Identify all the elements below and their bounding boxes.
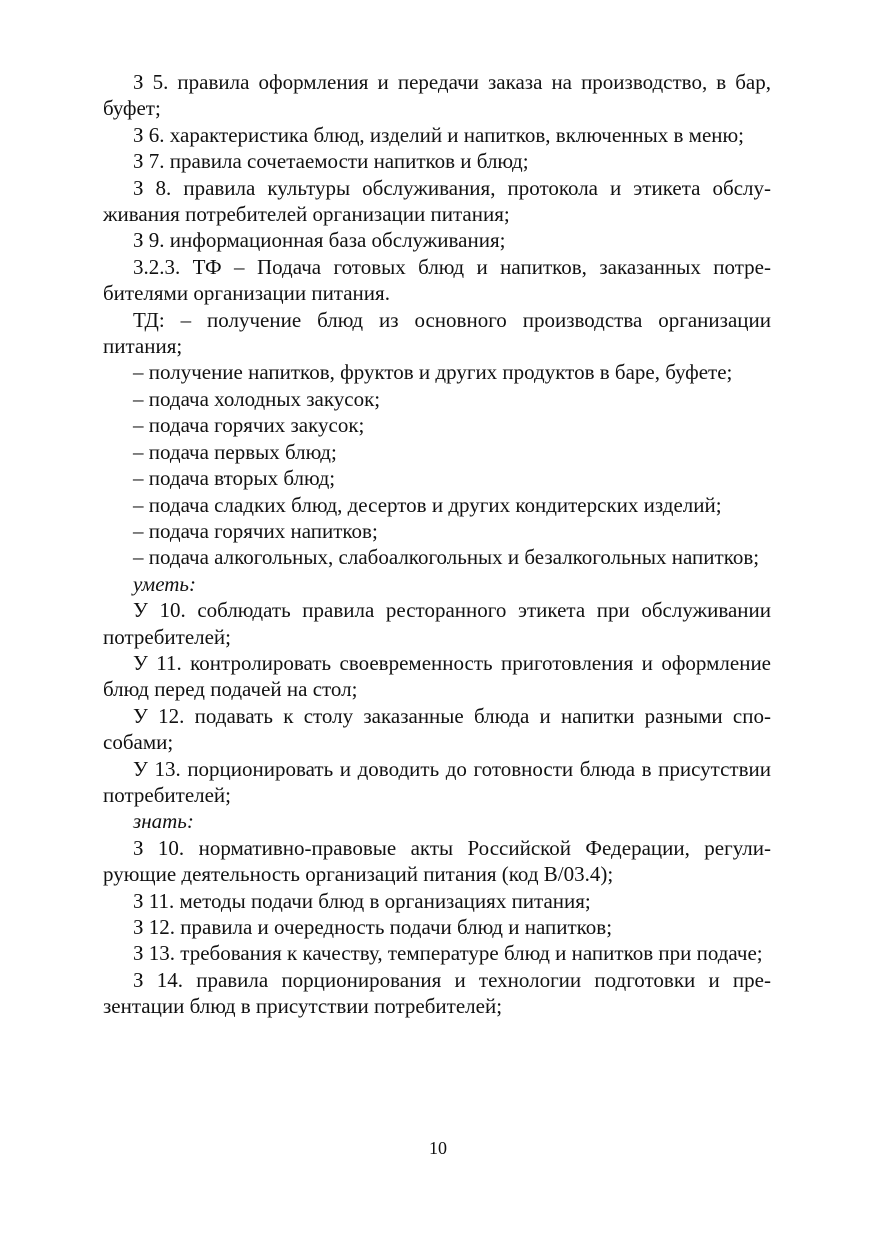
paragraph-section-3-2-3: 3.2.3. ТФ – Подача готовых блюд и напитков, заказанных потребителями организации питания. <box>103 254 771 306</box>
paragraph-z7: З 7. правила сочетаемости напитков и блюд; <box>133 149 529 174</box>
list-item: – подача сладких блюд, десертов и других кондитерских изделий; <box>133 492 722 517</box>
paragraph-z9: З 9. информационная база обслуживания; <box>133 228 506 253</box>
list-item: – подача горячих напитков; <box>133 518 378 543</box>
page-number: 10 <box>429 1138 447 1158</box>
list-item: – подача холодных закусок; <box>133 386 381 411</box>
paragraph-z13: З 13. требования к качеству, температуре блюд и напитков при подаче; <box>133 941 763 966</box>
subheading-umet: уметь: <box>133 571 196 596</box>
paragraph-z14: З 14. правила порционирования и технологии подготовки и презентации блюд в присутствии потребителей; <box>103 967 771 1019</box>
list-item: – получение напитков, фруктов и других продуктов в баре, буфете; <box>133 360 733 385</box>
paragraph-u12: У 12. подавать к столу заказанные блюда и напитки разными способами; <box>103 703 771 755</box>
subheading-znat: знать: <box>133 809 194 834</box>
list-item: – подача первых блюд; <box>133 439 337 464</box>
paragraph-z8: З 8. правила культуры обслуживания, протокола и этикета обслуживания потребителей организации питания; <box>103 175 771 227</box>
paragraph-u13: У 13. порционировать и доводить до готовности блюда в присутствии потребителей; <box>103 756 771 807</box>
paragraph-z11: З 11. методы подачи блюд в организациях питания; <box>133 888 591 913</box>
page-body <box>103 69 771 1020</box>
list-item: – подача вторых блюд; <box>133 466 336 491</box>
list-item: – подача горячих закусок; <box>133 413 365 438</box>
paragraph-u10: У 10. соблюдать правила ресторанного этикета при обслуживании потребителей; <box>103 598 771 649</box>
paragraph-z6: З 6. характеристика блюд, изделий и напитков, включенных в меню; <box>133 122 745 147</box>
paragraph-u11: У 11. контролировать своевременность приготовления и оформление блюд перед подачей на стол; <box>103 650 771 702</box>
paragraph-z5: З 5. правила оформления и передачи заказа на производство, в бар, буфет; <box>103 70 771 121</box>
paragraph-z12: З 12. правила и очередность подачи блюд и напитков; <box>133 915 613 939</box>
paragraph-td-intro: ТД: – получение блюд из основного производства организации питания; <box>103 307 771 359</box>
list-item: – подача алкогольных, слабоалкогольных и безалкогольных напитков; <box>133 545 760 570</box>
paragraph-z10: З 10. нормативно-правовые акты Российской Федерации, регулирующие деятельность организаций питания (код В/03.4); <box>103 835 771 887</box>
